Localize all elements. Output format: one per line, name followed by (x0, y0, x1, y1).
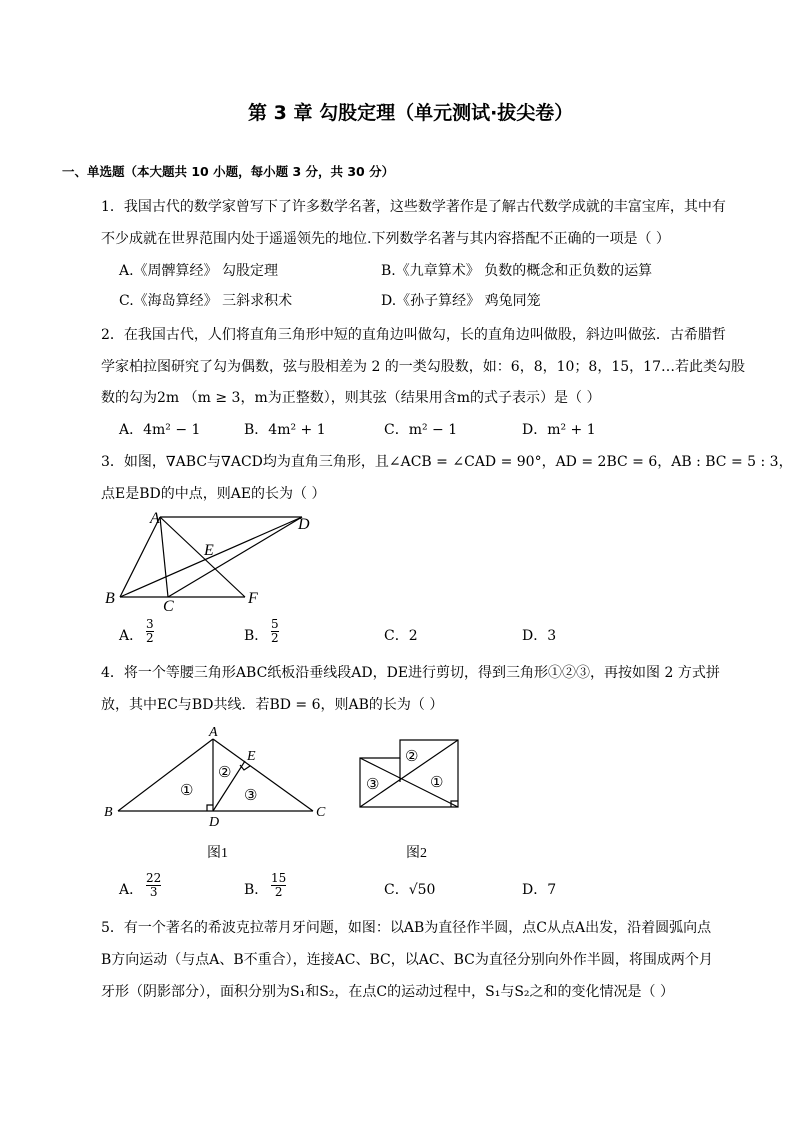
label-a: A (150, 510, 160, 527)
q3-option-b[interactable]: B． (244, 628, 269, 644)
segment-af (160, 517, 245, 597)
q1-option-c[interactable]: C.《海岛算经》 三斜求积术 (119, 293, 293, 309)
q3-option-d[interactable]: D．3 (522, 628, 557, 644)
q1-line-1: 1．我国古代的数学家曾写下了许多数学名著，这些数学著作是了解古代数学成就的丰富宝库，其中有 (101, 199, 726, 215)
piece-2-label: ② (218, 765, 232, 781)
label-c: C (163, 598, 174, 615)
label-d: D (298, 516, 310, 533)
q4-figure-2 (350, 725, 480, 865)
q4-option-d[interactable]: D．7 (522, 882, 557, 898)
q1-option-a[interactable]: A.《周髀算经》 勾股定理 (119, 263, 279, 279)
label-e: E (247, 749, 256, 764)
piece-1-label: ① (430, 775, 444, 791)
q3-fraction-b-den: 2 (271, 631, 279, 645)
q4-figure-1 (100, 725, 340, 865)
q4-line-2: 放，其中EC与BD共线．若BD = 6，则AB的长为（ ） (101, 697, 444, 713)
q3-line-2: 点E是BD的中点，则AE的长为（ ） (101, 486, 326, 502)
segment-ac (160, 517, 168, 597)
label-b: B (105, 590, 115, 607)
q4-option-b[interactable]: B． (244, 882, 269, 898)
q2-line-3: 数的勾为2m （m ≥ 3，m为正整数），则其弦（结果用含m的式子表示）是（ ） (101, 390, 601, 406)
piece-2-label: ② (405, 749, 419, 765)
q2-option-b[interactable]: B．4m² + 1 (244, 422, 326, 438)
q4-fraction-b-num: 15 (271, 871, 287, 885)
q4-fraction-a-num: 22 (146, 871, 162, 885)
right-angle-d (207, 805, 213, 811)
label-f: F (248, 590, 258, 607)
q3-option-a[interactable]: A． (119, 628, 144, 644)
q2-option-a[interactable]: A．4m² − 1 (119, 422, 201, 438)
figure-2-caption: 图2 (406, 846, 427, 861)
q5-line-1: 5．有一个著名的希波克拉蒂月牙问题，如图：以AB为直径作半圆，点C从点A出发，沿着圆弧向点 (101, 920, 712, 936)
q3-fraction-a-num: 3 (146, 617, 154, 631)
q3-figure (100, 505, 340, 615)
q3-fraction-b-num: 5 (271, 617, 279, 631)
q4-option-a[interactable]: A． (119, 882, 144, 898)
q4-fraction-a-den: 3 (149, 885, 158, 899)
segment-ab (120, 517, 160, 597)
label-b: B (104, 805, 113, 820)
q1-option-b[interactable]: B.《九章算术》 负数的概念和正负数的运算 (381, 263, 653, 279)
segment-ab (118, 739, 213, 811)
q3-fraction-a (146, 618, 154, 645)
q3-option-c[interactable]: C．2 (384, 628, 418, 644)
label-e: E (204, 542, 214, 559)
q3-line-1: 3．如图，∇ABC与∇ACD均为直角三角形，且∠ACB = ∠CAD = 90°，AD = 2BC = 6，AB : BC = 5 : 3， (101, 454, 793, 470)
q3-fraction-a-den: 2 (146, 631, 154, 645)
q4-line-1: 4．将一个等腰三角形ABC纸板沿垂线段AD，DE进行剪切，得到三角形①②③，再按如图 2 方式拼 (101, 665, 720, 681)
section-heading: 一、单选题（本大题共 10 小题，每小题 3 分，共 30 分） (62, 164, 395, 179)
piece-3-label: ③ (244, 788, 258, 804)
q4-fraction-b-den: 2 (274, 885, 283, 899)
q3-fraction-b (271, 618, 279, 645)
label-c: C (316, 805, 326, 820)
q1-option-d[interactable]: D.《孙子算经》 鸡兔同笼 (381, 293, 541, 309)
q2-line-1: 2．在我国古代，人们将直角三角形中短的直角边叫做勾，长的直角边叫做股，斜边叫做弦．古希腊哲 (101, 327, 726, 343)
q4-fraction-b (271, 872, 286, 899)
q2-line-2: 学家柏拉图研究了勾为偶数，弦与股相差为 2 的一类勾股数，如：6，8，10；8，15，17…若此类勾股 (101, 359, 745, 375)
page-title: 第 3 章 勾股定理（单元测试·拔尖卷） (248, 102, 574, 124)
q4-option-c[interactable]: C．√50 (384, 882, 436, 898)
label-d: D (209, 815, 220, 830)
q5-line-2: B方向运动（与点A、B不重合），连接AC、BC，以AC、BC为直径分别向外作半圆，将围成两个月 (101, 952, 713, 968)
q1-line-2: 不少成就在世界范围内处于遥遥领先的地位.下列数学名著与其内容搭配不正确的一项是（ ） (101, 231, 670, 247)
piece-3-label: ③ (366, 777, 380, 793)
q5-line-3: 牙形（阴影部分），面积分别为S₁和S₂，在点C的运动过程中，S₁与S₂之和的变化情况是（ ） (101, 984, 674, 1000)
label-a: A (209, 725, 218, 740)
figure-1-caption: 图1 (207, 846, 228, 861)
q2-option-d[interactable]: D．m² + 1 (522, 422, 596, 438)
q2-option-c[interactable]: C．m² − 1 (384, 422, 458, 438)
segment-cd (168, 517, 302, 597)
piece-1-label: ① (180, 783, 194, 799)
q4-fraction-a (146, 872, 161, 899)
